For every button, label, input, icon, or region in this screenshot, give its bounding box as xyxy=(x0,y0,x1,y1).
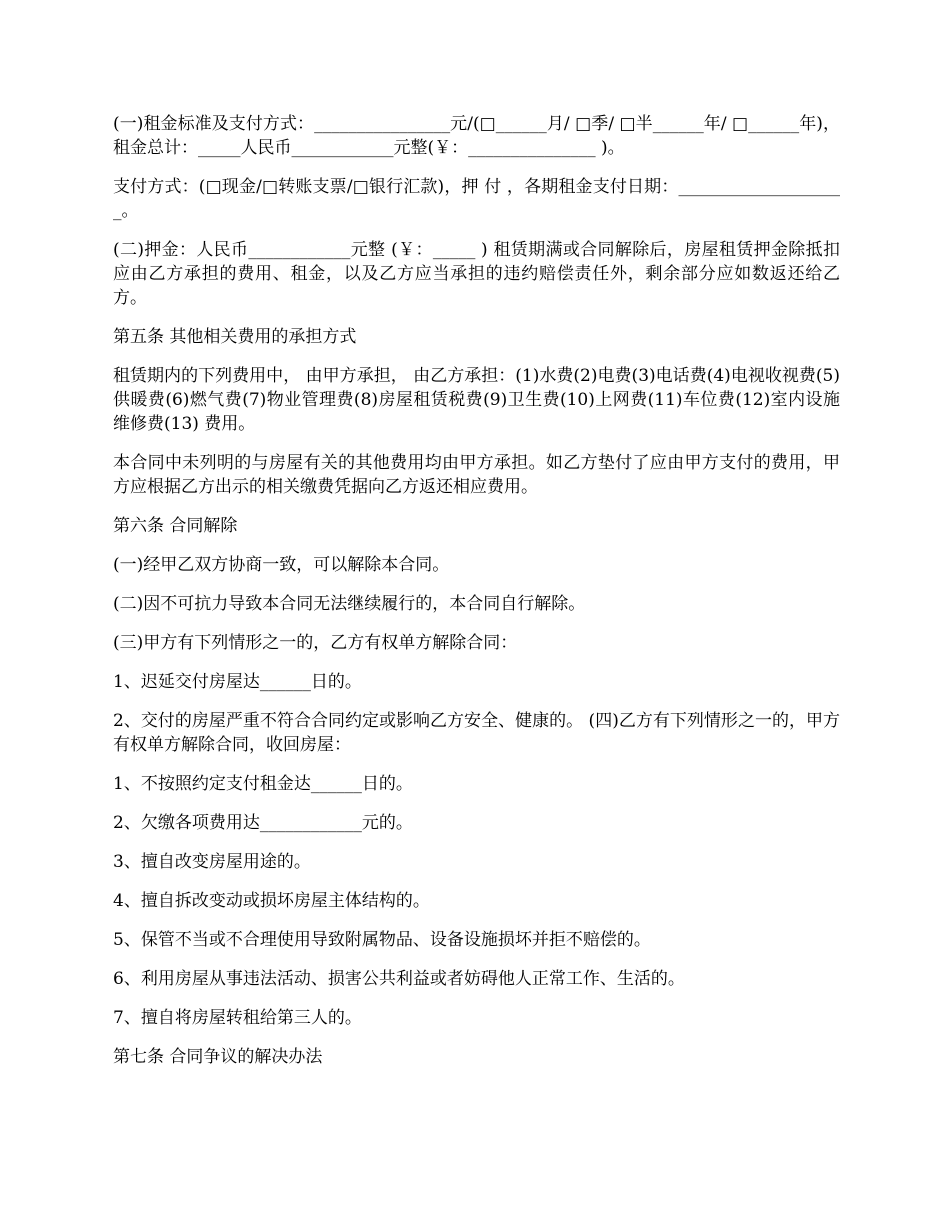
party-b-item-2: 2、欠缴各项费用达____________元的。 xyxy=(113,813,413,833)
other-expenses-paragraph: 本合同中未列明的与房屋有关的其他费用均由甲方承担。如乙方垫付了应由甲方支付的费用，甲方应根据乙方出示的相关缴费凭据向乙方返还相应费用。 xyxy=(113,453,840,497)
party-b-item-1: 1、不按照约定支付租金达______日的。 xyxy=(113,774,413,794)
article-7-heading: 第七条 合同争议的解决办法 xyxy=(113,1047,323,1067)
termination-clause-1: (一)经甲乙双方协商一致，可以解除本合同。 xyxy=(113,555,450,575)
party-b-item-4: 4、擅自拆改变动或损坏房屋主体结构的。 xyxy=(113,891,430,911)
article-5-heading: 第五条 其他相关费用的承担方式 xyxy=(113,327,357,347)
expenses-paragraph: 租赁期内的下列费用中， 由甲方承担， 由乙方承担：(1)水费(2)电费(3)电话费(4)电视收视费(5)供暖费(6)燃气费(7)物业管理费(8)房屋租赁税费(9)卫生费(10)上网费(11)车位费(12)室内设施维修费(13) 费用。 xyxy=(113,366,840,434)
party-a-item-2: 2、交付的房屋严重不符合合同约定或影响乙方安全、健康的。 (四)乙方有下列情形之一的，甲方有权单方解除合同，收回房屋： xyxy=(113,711,840,755)
termination-clause-2: (二)因不可抗力导致本合同无法继续履行的，本合同自行解除。 xyxy=(113,594,586,614)
termination-clause-3: (三)甲方有下列情形之一的，乙方有权单方解除合同： xyxy=(113,633,518,653)
article-6-heading: 第六条 合同解除 xyxy=(113,516,238,536)
party-a-item-1: 1、迟延交付房屋达______日的。 xyxy=(113,672,362,692)
party-b-item-5: 5、保管不当或不合理使用导致附属物品、设备设施损坏并拒不赔偿的。 xyxy=(113,930,651,950)
rent-standard-paragraph: (一)租金标准及支付方式：________________元/(□______月/ □季/ □半______年/ □______年)，租金总计：_____人民币____________元整(￥：_______________ )。 xyxy=(113,114,840,158)
party-b-item-6: 6、利用房屋从事违法活动、损害公共利益或者妨碍他人正常工作、生活的。 xyxy=(113,969,685,989)
party-b-item-7: 7、擅自将房屋转租给第三人的。 xyxy=(113,1008,362,1028)
document-body xyxy=(113,112,840,1084)
payment-method-paragraph: 支付方式：(□现金/□转账支票/□银行汇款)，押 付 ，各期租金支付日期：____________________。 xyxy=(113,177,840,221)
party-b-item-3: 3、擅自改变房屋用途的。 xyxy=(113,852,311,872)
deposit-paragraph: (二)押金：人民币____________元整 (￥：_____ ) 租赁期满或合同解除后，房屋租赁押金除抵扣应由乙方承担的费用、租金，以及乙方应当承担的违约赔偿责任外，剩余部分应如数返还给乙方。 xyxy=(113,240,840,308)
